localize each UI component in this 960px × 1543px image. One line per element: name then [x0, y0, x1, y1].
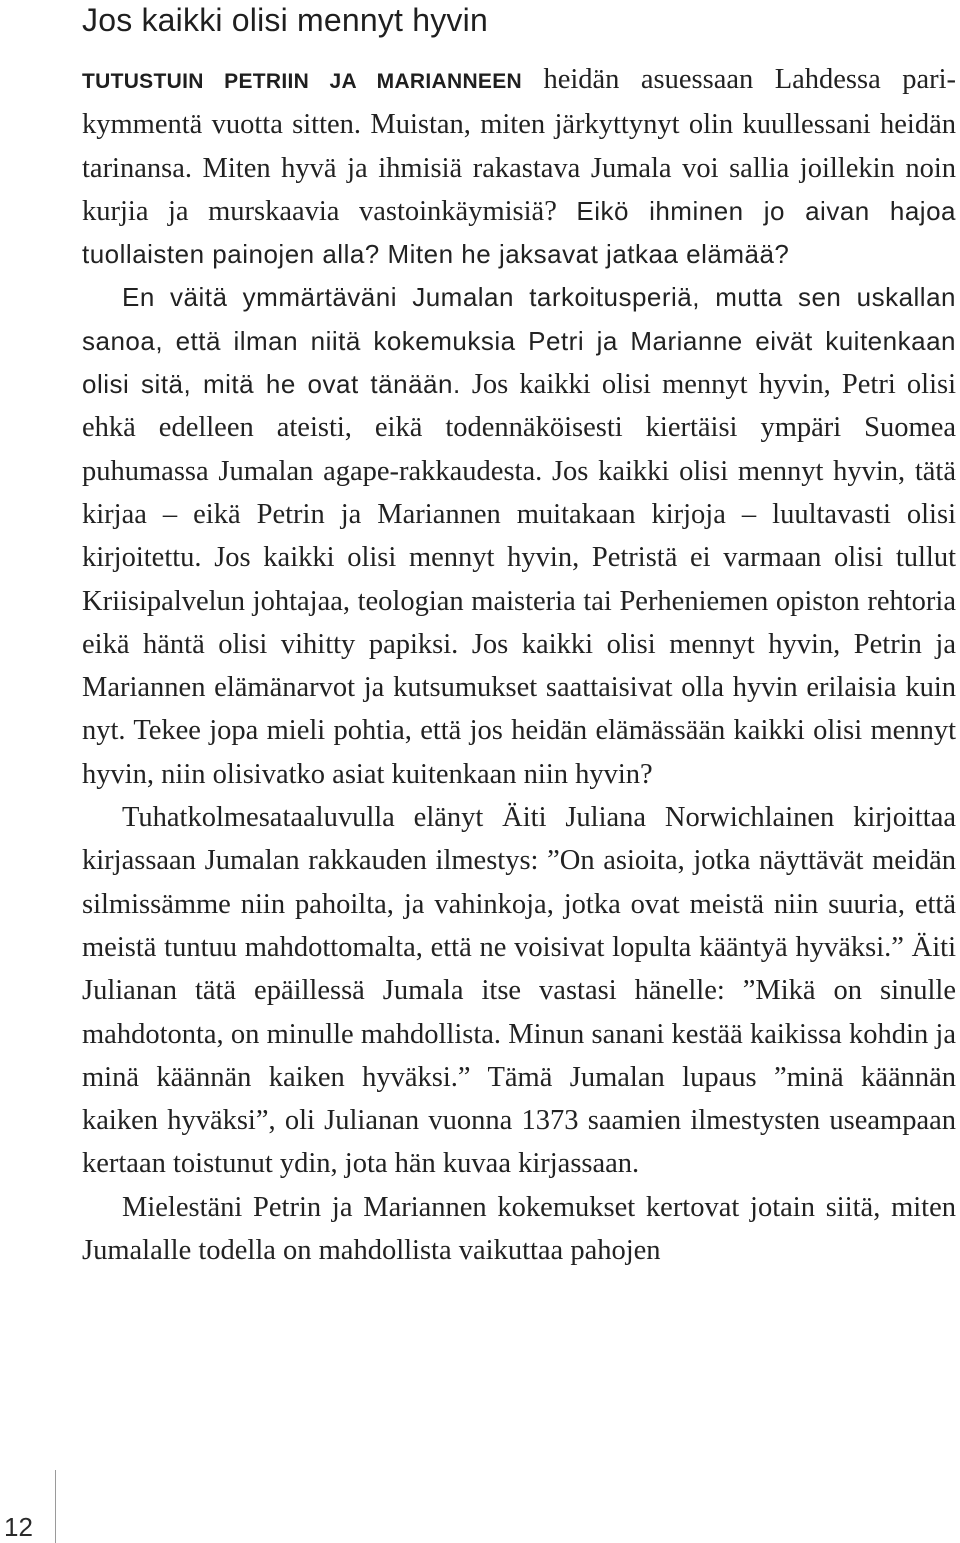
paragraph-1-sans-text: Eikö ihminen jo aivan hajoa tuollaisten painojen alla? Miten he jaksavat jatkaa elämää?	[82, 195, 956, 270]
lead-in-caps: TUTUSTUIN PETRIIN JA MARIANNEEN	[82, 70, 523, 93]
paragraph-2	[82, 276, 956, 796]
paragraph-1-text: heidän asuessaan Lahdessa parikymmentä vuotta sitten. Muistan, miten järkyttynyt olin kuullessani heidän tarinansa. Miten hyvä ja ihmisiä rakastava Jumala voi sallia joillekin noin kurjia ja murskaavia vastoinkäymisiä?	[82, 64, 956, 227]
paragraph-2-text: Jos kaikki olisi mennyt hyvin, Petri olisi ehkä edelleen ateisti, eikä todennäköisesti kiertäisi ympäri Suomea puhumassa Jumalan agape-rakkaudesta. Jos kaikki olisi mennyt hyvin, tätä kirjaa – eikä Petrin ja Mariannen muitakaan kirjoja – luultavasti olisi kirjoitettu. Jos kaikki olisi mennyt hyvin, Petristä ei varmaan olisi tullut Kriisipalvelun johtajaa, teologian maisteria tai Perheniemen opiston rehtoria eikä häntä olisi vihitty papiksi. Jos kaikki olisi mennyt hyvin, Petrin ja Mariannen elämänarvot ja kutsumukset saattaisivat olla hyvin erilaisia kuin nyt. Tekee jopa mieli pohtia, että jos heidän elämässään kaikki olisi mennyt hyvin, niin olisivatko asiat kuitenkaan niin hyvin?	[82, 369, 956, 790]
paragraph-3: Tuhatkolmesataaluvulla elänyt Äiti Juliana Norwichlainen kirjoittaa kirjassaan Jumalan rakkauden ilmestys: ”On asioita, jotka näyttävät meidän silmissämme niin pahoilta, ja vahinkoja, jotka ovat meistä niin suuria, että meistä tuntuu mahdottomalta, että ne voisivat lopulta kääntyä hyväksi.” Äiti Julianan tätä epäillessä Jumala itse vastasi hänelle: ”Mikä on sinulle mahdotonta, on minulle mahdollista. Minun sanani kestää kaikissa kohdin ja minä käännän kaiken hyväksi.” Tämä Jumalan lupaus ”minä käännän kaiken hyväksi”, oli Julianan vuonna 1373 saamien ilmestysten useampaan kertaan toistunut ydin, jota hän kuvaa kirjassaan.	[82, 802, 956, 1180]
page-number: 12	[4, 1512, 33, 1542]
paragraph-2-sans-text: En väitä ymmärtäväni Jumalan tarkoitusperiä, mutta sen uskallan sanoa, että ilman niitä kokemuksia Petri ja Marianne eivät kuitenkaan olisi sitä, mitä he ovat tänään.	[82, 282, 956, 400]
paragraph-1	[82, 58, 956, 276]
body-text	[82, 58, 956, 1272]
chapter-title: Jos kaikki olisi mennyt hyvin	[82, 2, 488, 38]
margin-rule	[55, 1470, 56, 1543]
paragraph-4: Mielestäni Petrin ja Mariannen kokemukset kertovat jotain siitä, miten Jumalalle todella on mahdollista vaikuttaa pahojen	[82, 1191, 956, 1267]
